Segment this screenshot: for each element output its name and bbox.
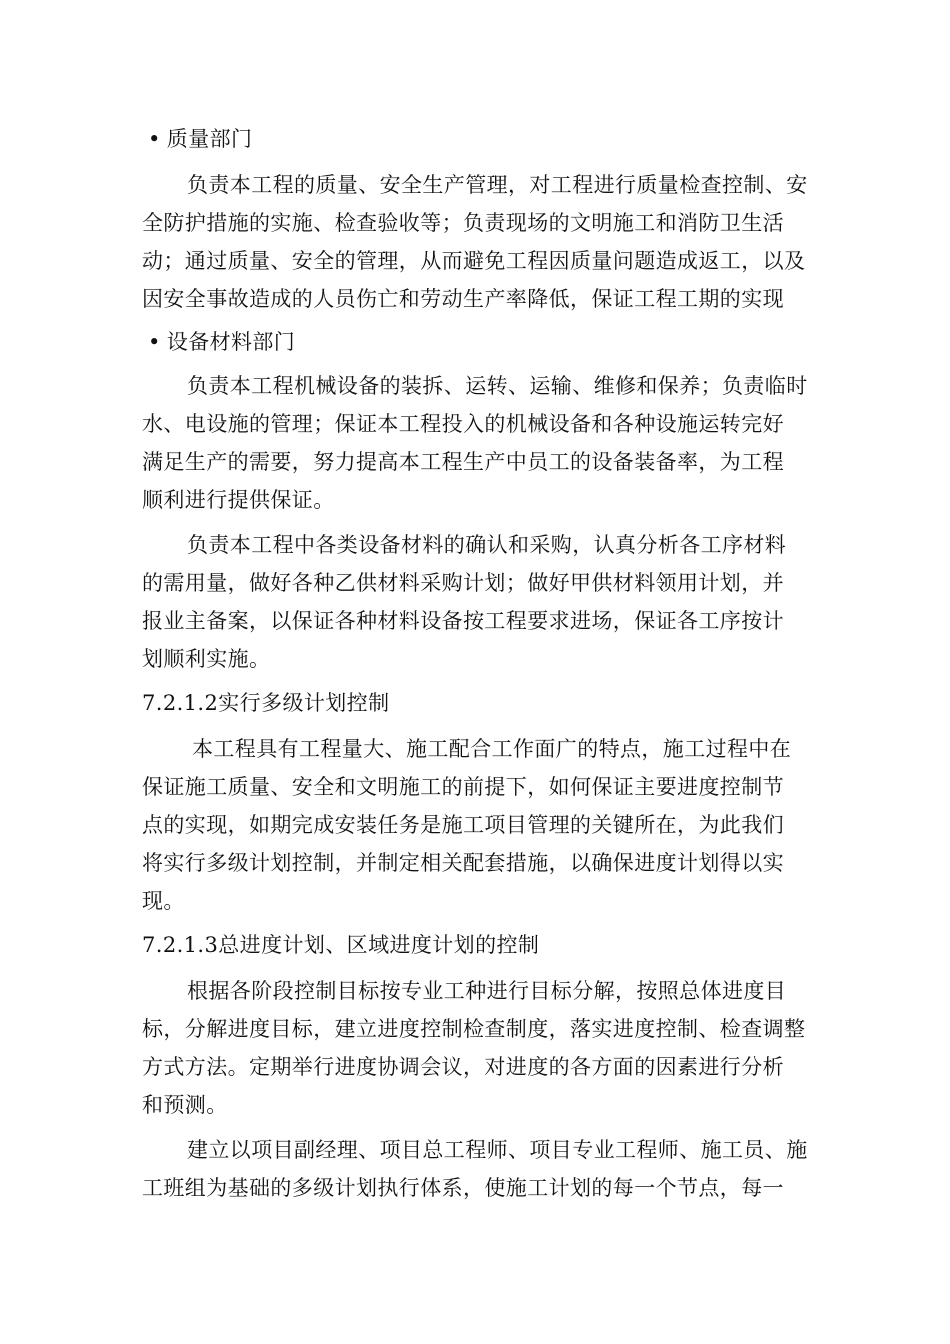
section-heading-7212: 7.2.1.2实行多级计划控制 [142,691,390,715]
equipment-para1-line: 满足生产的需要，努力提高本工程生产中员工的设备装备率，为工程 [142,450,784,474]
equipment-para2-line: 划顺利实施。 [142,647,271,671]
equipment-para2-line: 报业主备案，以保证各种材料设备按工程要求进场，保证各工序按计 [142,609,784,633]
quality-heading-text: 质量部门 [166,127,253,151]
section-heading-7213: 7.2.1.3总进度计划、区域进度计划的控制 [142,933,540,957]
equipment-para1-line: 水、电设施的管理；保证本工程投入的机械设备和各种设施运转完好 [142,412,784,436]
quality-heading [148,126,252,152]
para-7213a-line: 根据各阶段控制目标按专业工种进行目标分解，按照总体进度目 [187,979,787,1003]
quality-para-line: 动；通过质量、安全的管理，从而避免工程因质量问题造成返工，以及 [142,249,806,273]
equipment-heading-text: 设备材料部门 [166,330,296,354]
para-7212-line: 现。 [142,889,185,913]
quality-para-line: 负责本工程的质量、安全生产管理，对工程进行质量检查控制、安 [187,173,808,197]
para-7213b-line: 工班组为基础的多级计划执行体系，使施工计划的每一个节点，每一 [142,1176,784,1200]
equipment-para2-line: 的需用量，做好各种乙供材料采购计划；做好甲供材料领用计划，并 [142,571,784,595]
quality-para-line: 因安全事故造成的人员伤亡和劳动生产率降低，保证工程工期的实现 [142,287,784,311]
para-7213a-line: 标，分解进度目标，建立进度控制检查制度，落实进度控制、检查调整 [142,1017,806,1041]
equipment-para1-line: 负责本工程机械设备的装拆、运转、运输、维修和保养；负责临时 [187,374,808,398]
bullet-icon: • [148,330,161,354]
para-7213a-line: 和预测。 [142,1093,228,1117]
quality-para-line: 全防护措施的实施、检查验收等；负责现场的文明施工和消防卫生活 [142,211,784,235]
equipment-heading [148,329,295,355]
para-7213b-line: 建立以项目副经理、项目总工程师、项目专业工程师、施工员、施 [187,1138,808,1162]
para-7213a-line: 方式方法。定期举行进度协调会议，对进度的各方面的因素进行分析 [142,1055,784,1079]
para-7212-line: 保证施工质量、安全和文明施工的前提下，如何保证主要进度控制节 [142,775,784,799]
para-7212-line: 点的实现，如期完成安装任务是施工项目管理的关键所在，为此我们 [142,813,784,837]
bullet-icon: • [148,127,161,151]
para-7212-line: 本工程具有工程量大、施工配合工作面广的特点，施工过程中在 [192,737,792,761]
para-7212-line: 将实行多级计划控制，并制定相关配套措施，以确保进度计划得以实 [142,851,784,875]
equipment-para2-line: 负责本工程中各类设备材料的确认和采购，认真分析各工序材料 [187,533,787,557]
equipment-para1-line: 顺利进行提供保证。 [142,488,335,512]
